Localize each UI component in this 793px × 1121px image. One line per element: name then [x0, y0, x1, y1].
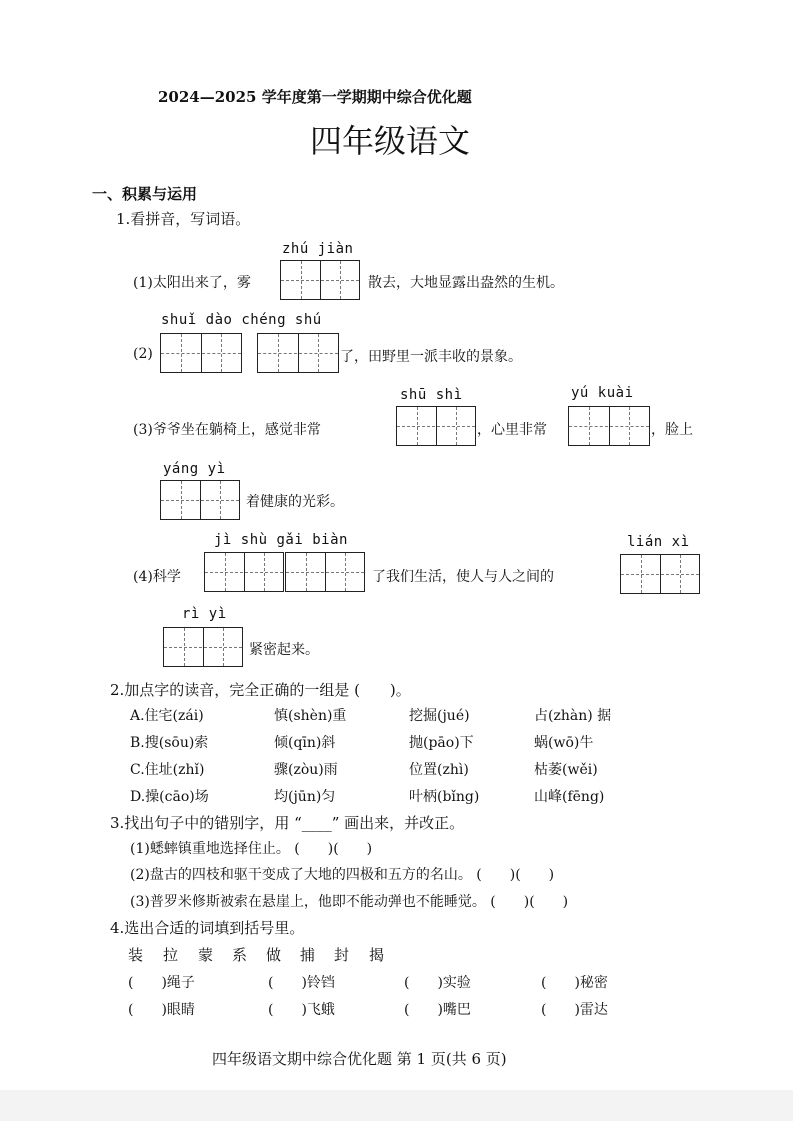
exam-subtitle: 2024—2025 学年度第一学期期中综合优化题	[158, 88, 472, 106]
pinyin-yu-kuai: yú kuài	[571, 385, 634, 401]
answer-box-shui-dao[interactable]	[160, 333, 242, 373]
answer-box-zhu-jian[interactable]	[280, 260, 360, 300]
option-b-word-2: 倾(qīn)斜	[274, 735, 336, 751]
option-b-word-4: 蜗(wō)牛	[534, 735, 594, 751]
option-c-word-2: 骤(zòu)雨	[274, 762, 338, 778]
answer-box-ri-yi[interactable]	[163, 627, 243, 667]
q1-p1-before: (1)太阳出来了，雾	[133, 275, 251, 291]
answer-box-lian-xi[interactable]	[620, 554, 700, 594]
pinyin-ji-shu-gai-bian: jì shù gǎi biàn	[214, 532, 348, 548]
word-bank-item: 系	[232, 946, 248, 964]
word-bank-item: 揭	[369, 946, 385, 964]
question-3-stem: 3.找出句子中的错别字，用 “____” 画出来，并改正。	[110, 814, 465, 832]
q1-p1-after: 散去，大地显露出盎然的生机。	[368, 275, 564, 291]
q1-p4-middle: 了我们生活，使人与人之间的	[372, 569, 554, 585]
answer-box-ji-shu[interactable]	[204, 552, 284, 592]
q4-fill-blank[interactable]: ( )绳子	[128, 975, 195, 991]
option-d-word-4: 山峰(fēng)	[534, 789, 605, 805]
q1-p3-before: (3)爷爷坐在躺椅上，感觉非常	[133, 422, 321, 438]
q4-fill-blank[interactable]: ( )雷达	[541, 1002, 608, 1018]
pinyin-zhu-jian: zhú jiàn	[282, 241, 354, 257]
option-a-word-4: 占(zhàn) 据	[534, 708, 612, 724]
q3-item-3: (3)普罗米修斯被索在悬崖上，他即不能动弹也不能睡觉。 ( )( )	[130, 894, 569, 910]
q1-p3b-after: 着健康的光彩。	[246, 494, 344, 510]
word-bank-item: 蒙	[198, 946, 214, 964]
q4-fill-blank[interactable]: ( )秘密	[541, 975, 608, 991]
option-c-word-3: 位置(zhì)	[409, 762, 469, 778]
pinyin-shui-dao-cheng-shu: shuǐ dào chéng shú	[161, 312, 322, 328]
q1-p3-middle: ，心里非常	[477, 422, 547, 438]
question-2-stem: 2.加点字的读音，完全正确的一组是 ( )。	[110, 681, 411, 699]
answer-box-yu-kuai[interactable]	[568, 406, 650, 446]
answer-box-cheng-shu[interactable]	[257, 333, 339, 373]
option-a-word-1: A.住宅(zái)	[130, 708, 204, 724]
q4-fill-blank[interactable]: ( )眼睛	[128, 1002, 195, 1018]
option-b-word-3: 抛(pāo)下	[409, 735, 474, 751]
section-heading: 一、积累与运用	[92, 185, 198, 203]
q4-fill-blank[interactable]: ( )飞蛾	[268, 1002, 335, 1018]
pinyin-shu-shi: shū shì	[400, 387, 463, 403]
q4-fill-blank[interactable]: ( )嘴巴	[404, 1002, 471, 1018]
word-bank-item: 拉	[163, 946, 179, 964]
page-footer: 四年级语文期中综合优化题 第 1 页(共 6 页)	[212, 1050, 507, 1068]
option-a-word-2: 慎(shèn)重	[274, 708, 347, 724]
option-d-word-3: 叶柄(bǐng)	[409, 789, 480, 805]
word-bank-item: 捕	[300, 946, 316, 964]
q4-fill-blank[interactable]: ( )铃铛	[268, 975, 335, 991]
question-1-stem: 1.看拼音，写词语。	[116, 210, 251, 228]
pinyin-yang-yi: yáng yì	[163, 461, 226, 477]
pinyin-ri-yi: rì yì	[182, 606, 227, 622]
word-bank-item: 装	[128, 946, 144, 964]
answer-box-yang-yi[interactable]	[160, 480, 240, 520]
q1-p4b-after: 紧密起来。	[249, 642, 319, 658]
q3-item-1: (1)蟋蟀镇重地选择住止。 ( )( )	[130, 841, 373, 857]
option-d-word-2: 均(jūn)匀	[274, 789, 336, 805]
pinyin-lian-xi: lián xì	[627, 534, 690, 550]
answer-box-shu-shi[interactable]	[396, 406, 476, 446]
q1-p2-after: 了，田野里一派丰收的景象。	[340, 349, 522, 365]
option-d-word-1: D.操(cāo)场	[130, 789, 209, 805]
option-a-word-3: 挖掘(jué)	[409, 708, 470, 724]
word-bank-item: 做	[266, 946, 282, 964]
word-bank-item: 封	[334, 946, 350, 964]
page-bottom-band	[0, 1090, 793, 1121]
q1-p2-before: (2)	[133, 346, 153, 362]
q1-p3-after: ，脸上	[651, 422, 693, 438]
q4-fill-blank[interactable]: ( )实验	[404, 975, 471, 991]
q1-p4-before: (4)科学	[133, 569, 181, 585]
option-b-word-1: B.搜(sōu)索	[130, 735, 209, 751]
page-title: 四年级语文	[310, 122, 471, 160]
option-c-word-1: C.住址(zhǐ)	[130, 762, 205, 778]
option-c-word-4: 枯萎(wěi)	[534, 762, 598, 778]
answer-box-gai-bian[interactable]	[285, 552, 365, 592]
question-4-stem: 4.选出合适的词填到括号里。	[110, 919, 305, 937]
q3-item-2: (2)盘古的四枝和驱干变成了大地的四极和五方的名山。 ( )( )	[130, 867, 555, 883]
